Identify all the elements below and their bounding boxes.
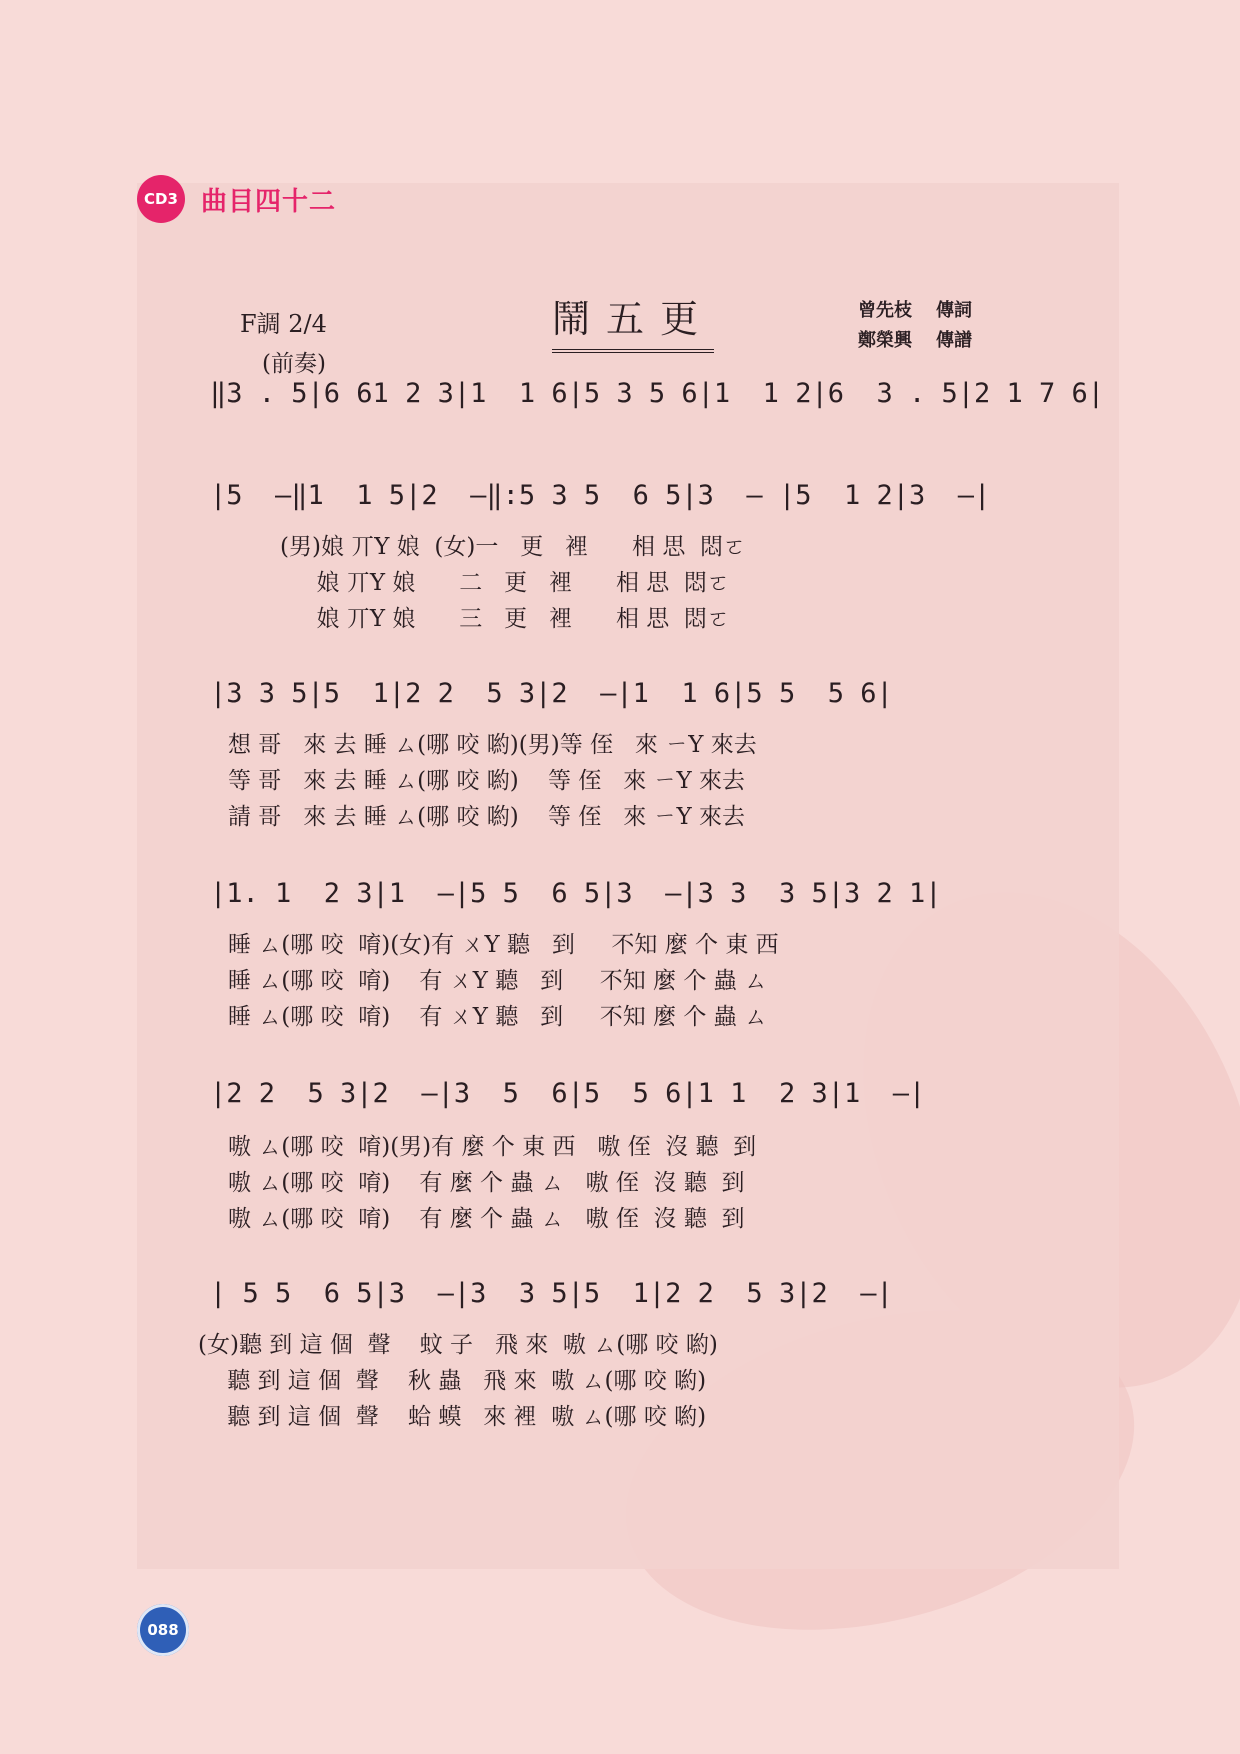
- track-label: 曲目四十二: [201, 187, 337, 217]
- lyric-line: 睡 ㄙ(哪 咬 唷) 有 ㄨY 聽 到 不知 麼 个 蟲 ㄙ: [228, 968, 767, 994]
- lyric-line: 睡 ㄙ(哪 咬 唷)(女)有 ㄨY 聽 到 不知 麼 个 東 西: [228, 932, 779, 958]
- notation-line: |2 2 5 3|2 —|3 5 6|5 5 6|1 1 2 3|1 —|: [210, 1078, 926, 1109]
- lyric-line: 請 哥 來 去 睡 ㄙ(哪 咬 喲) 等 侄 來 ㄧY 來去: [228, 804, 746, 830]
- credits: [858, 296, 972, 356]
- lyric-line: 聽 到 這 個 聲 蛤 蟆 來 裡 嗷 ㄙ(哪 咬 喲): [198, 1404, 707, 1430]
- notation-line: |3 3 5|5 1|2 2 5 3|2 —|1 1 6|5 5 5 6|: [210, 678, 893, 709]
- intro-label: (前奏): [262, 351, 326, 377]
- lyric-line: 嗷 ㄙ(哪 咬 唷)(男)有 麼 个 東 西 嗷 侄 沒 聽 到: [228, 1134, 757, 1160]
- lyric-line: (女)聽 到 這 個 聲 蚊 子 飛 來 嗷 ㄙ(哪 咬 喲): [198, 1332, 718, 1358]
- notation-line: |1. 1 2 3|1 —|5 5 6 5|3 —|3 3 3 5|3 2 1|: [210, 878, 942, 909]
- notation-line: ‖3 . 5|6 61 2 3|1 1 6|5 3 5 6|1 1 2|6 3 . 5|2 1 7 6|: [210, 378, 1105, 409]
- key-time-signature: F調 2/4: [240, 310, 327, 338]
- notation-line: |5 —‖1 1 5|2 —‖:5 3 5 6 5|3 — |5 1 2|3 —|: [210, 480, 991, 511]
- lyric-line: 嗷 ㄙ(哪 咬 唷) 有 麼 个 蟲 ㄙ 嗷 侄 沒 聽 到: [228, 1170, 745, 1196]
- credit-lyrics: 曾先枝 傳詞: [858, 300, 972, 321]
- lyric-line: 想 哥 來 去 睡 ㄙ(哪 咬 喲)(男)等 侄 來 ㄧY 來去: [228, 732, 757, 758]
- song-title: 鬧五更: [552, 288, 714, 353]
- lyric-line: 睡 ㄙ(哪 咬 唷) 有 ㄨY 聽 到 不知 麼 个 蟲 ㄙ: [228, 1004, 767, 1030]
- credit-music: 鄭榮興 傳譜: [858, 330, 972, 351]
- notation-line: | 5 5 6 5|3 —|3 3 5|5 1|2 2 5 3|2 —|: [210, 1278, 893, 1309]
- cd-badge: CD3: [137, 175, 185, 223]
- lyric-line: 娘 丌Y 娘 二 更 裡 相 思 悶ㄛ: [280, 570, 730, 596]
- lyric-line: 娘 丌Y 娘 三 更 裡 相 思 悶ㄛ: [280, 606, 730, 632]
- lyric-line: 等 哥 來 去 睡 ㄙ(哪 咬 喲) 等 侄 來 ㄧY 來去: [228, 768, 746, 794]
- page-number: 088: [137, 1604, 189, 1656]
- lyric-line: 嗷 ㄙ(哪 咬 唷) 有 麼 个 蟲 ㄙ 嗷 侄 沒 聽 到: [228, 1206, 745, 1232]
- lyric-line: (男)娘 丌Y 娘 (女)一 更 裡 相 思 悶ㄛ: [280, 534, 746, 560]
- lyric-line: 聽 到 這 個 聲 秋 蟲 飛 來 嗷 ㄙ(哪 咬 喲): [198, 1368, 707, 1394]
